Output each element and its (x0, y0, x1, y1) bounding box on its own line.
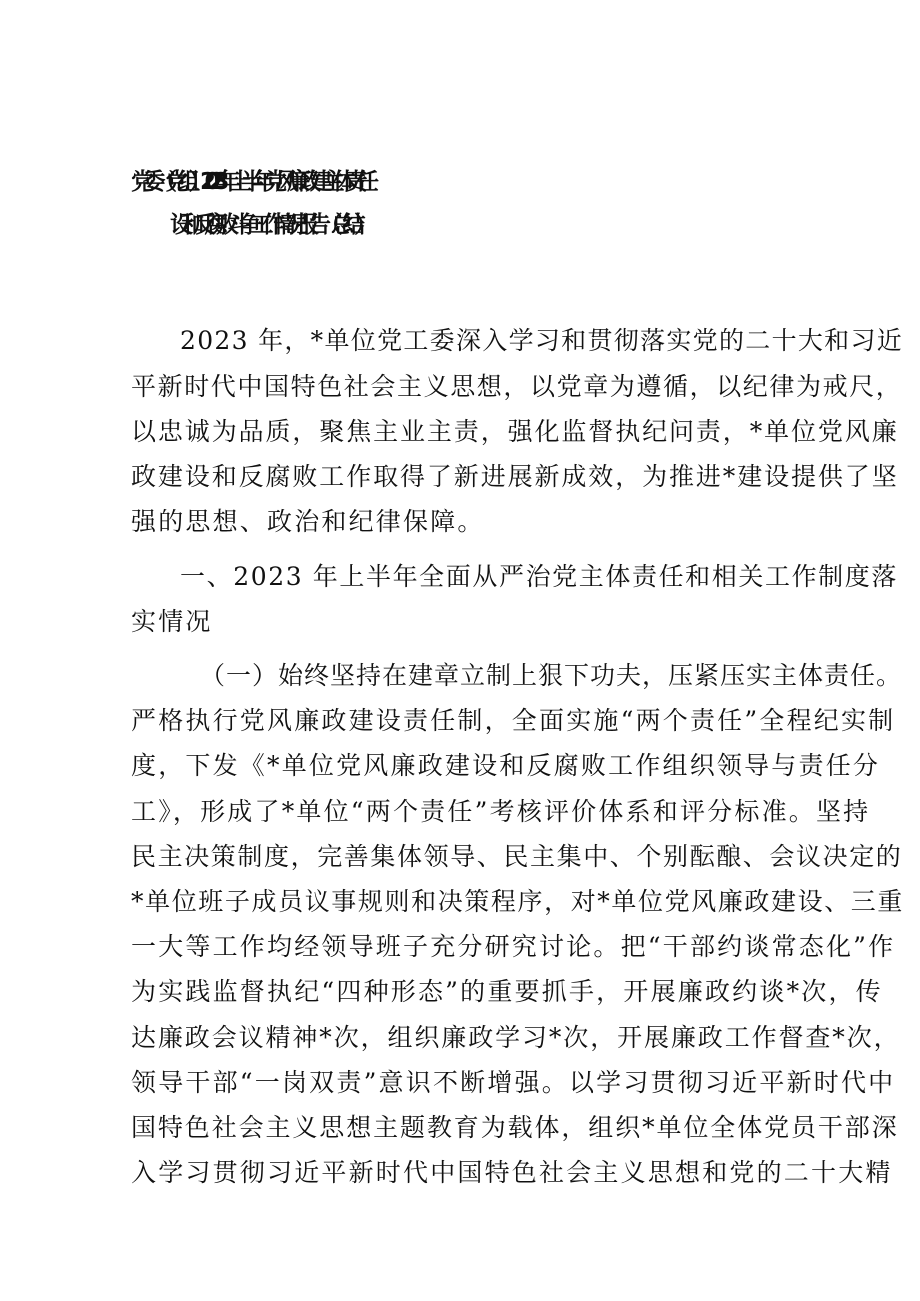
paragraph-2-line-7: 一大等工作均经领导班子充分研究讨论。把“干部约谈常态化”作 (131, 932, 896, 961)
paragraph-2-line-11: 国特色社会主义思想主题教育为载体，组织*单位全体党员干部深 (131, 1113, 899, 1142)
document-title-line-2: 设和反腐败斗争工作情况报告（总结） (170, 212, 366, 238)
paragraph-2-line-10: 领导干部“一岗双责”意识不断增强。以学习贯彻习近平新时代中 (131, 1068, 896, 1097)
paragraph-2-line-12: 入学习贯彻习近平新时代中国特色社会主义思想和党的二十大精 (131, 1158, 893, 1187)
section-1-heading-line-1: 一、2023 年上半年全面从严治党主体责任和相关工作制度落 (180, 562, 898, 591)
paragraph-2-line-5: 民主决策制度，完善集体领导、民主集中、个别酝酿、会议决定的 (131, 842, 903, 871)
paragraph-2-line-8: 为实践监督执纪“四种形态”的重要抓手，开展廉政约谈*次，传 (131, 977, 883, 1006)
paragraph-2-line-3: 度，下发《*单位党风廉政建设和反腐败工作组织领导与责任分 (131, 751, 881, 780)
paragraph-2-line-1: （一）始终坚持在建章立制上狠下功夫，压紧压实主体责任。 (200, 661, 903, 690)
paragraph-2-line-2: 严格执行党风廉政建设责任制，全面实施“两个责任”全程纪实制 (131, 706, 896, 735)
document-title-line-1: 党委（党组）2023年上半年党风廉政建主体责任 (131, 169, 368, 195)
section-1-heading-line-2: 实情况 (131, 607, 213, 636)
paragraph-1-line-1: 2023 年，*单位党工委深入学习和贯彻落实党的二十大和习近 (180, 326, 904, 355)
paragraph-1-line-3: 以忠诚为品质，聚焦主业主责，强化监督执纪问责，*单位党风廉 (131, 417, 899, 446)
paragraph-1-line-2: 平新时代中国特色社会主义思想，以党章为遵循，以纪律为戒尺， (131, 372, 903, 401)
paragraph-2-line-9: 达廉政会议精神*次，组织廉政学习*次，开展廉政工作督查*次， (131, 1023, 901, 1052)
paragraph-1-line-4: 政建设和反腐败工作取得了新进展新成效，为推进*建设提供了坚 (131, 462, 899, 491)
paragraph-1-line-5: 强的思想、政治和纪律保障。 (131, 507, 485, 536)
paragraph-2-line-6: *单位班子成员议事规则和决策程序，对*单位党风廉政建设、三重 (131, 887, 905, 916)
paragraph-2-line-4: 工》，形成了*单位“两个责任”考核评价体系和评分标准。坚持 (131, 797, 871, 826)
